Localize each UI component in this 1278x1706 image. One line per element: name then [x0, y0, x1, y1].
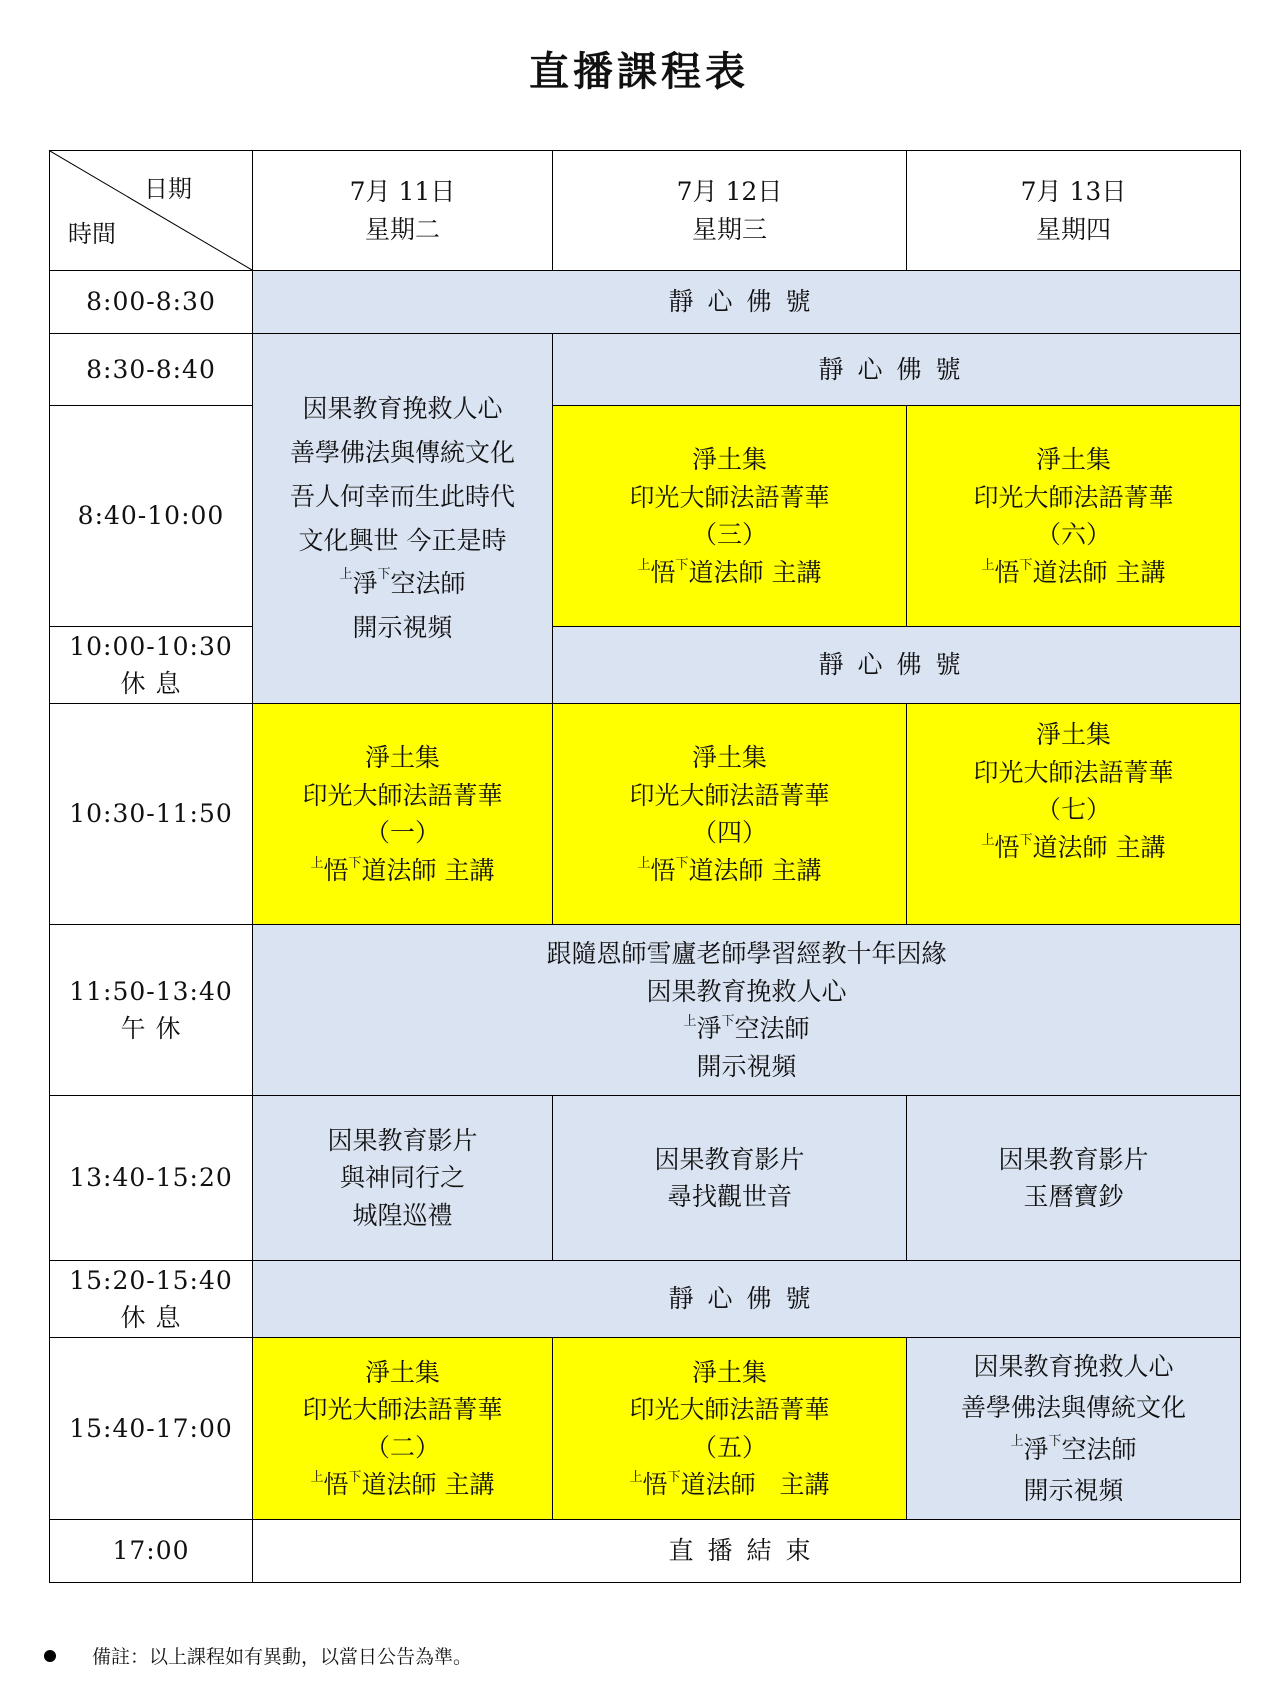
speaker-name-2: 道法師	[1032, 557, 1108, 587]
talk-cell	[907, 1338, 1241, 1520]
footnote-text: 備註：以上課程如有異動，以當日公告為準。	[92, 1646, 473, 1668]
honorific-up: 上	[637, 855, 651, 871]
honorific-up: 上	[981, 557, 995, 573]
talk-line: 開示視頻	[352, 613, 453, 642]
noon-line: 開示視頻	[696, 1051, 797, 1081]
speaker-name-2: 空法師	[1061, 1434, 1137, 1464]
slot-row	[50, 627, 1241, 704]
film-cell	[253, 1096, 553, 1261]
day-date: 7月 12日	[676, 177, 783, 206]
film-title: 與神同行之	[339, 1163, 465, 1193]
lecture-series: 淨土集	[691, 1357, 767, 1387]
noon-line: 跟隨恩師雪廬老師學習經教十年因緣	[546, 939, 947, 968]
time-cell: 13:40-15:20	[50, 1096, 253, 1261]
lecture-series: 淨土集	[364, 1357, 440, 1387]
page-title: 直播課程表	[529, 48, 749, 95]
footnote	[44, 1642, 472, 1669]
speaker-name-1: 悟	[994, 832, 1020, 862]
chanting-cell: 靜心佛號	[253, 1261, 1241, 1338]
honorific-down: 下	[675, 557, 689, 573]
lecture-series: 淨土集	[1035, 720, 1111, 749]
talk-line: 吾人何幸而生此時代	[289, 481, 515, 511]
honorific-down: 下	[675, 855, 689, 871]
day-weekday: 星期三	[691, 214, 767, 244]
honorific-up: 上	[629, 1470, 643, 1485]
time-cell: 17:00	[50, 1520, 253, 1583]
speaker-name-1: 淨	[352, 569, 378, 599]
lecture-book: 印光大師法語菁華	[629, 1395, 830, 1424]
chanting-cell: 靜心佛號	[253, 271, 1241, 334]
day-header-3	[907, 151, 1241, 271]
lecture-cell	[907, 406, 1241, 627]
talk-line: 善學佛法與傳統文化	[289, 438, 515, 467]
honorific-down: 下	[721, 1014, 735, 1029]
honorific-up: 上	[683, 1014, 697, 1029]
lecture-book: 印光大師法語菁華	[629, 482, 830, 512]
talk-line: 因果教育挽救人心	[973, 1352, 1174, 1381]
lecture-book: 印光大師法語菁華	[302, 1395, 503, 1424]
lecture-cell	[907, 704, 1241, 925]
honorific-up: 上	[310, 855, 324, 871]
talk-line: 文化興世 今正是時	[298, 525, 507, 555]
talk-line: 因果教育挽救人心	[302, 394, 503, 424]
day-weekday: 星期二	[364, 214, 440, 244]
lecture-series: 淨土集	[691, 743, 767, 772]
speaker-name-1: 悟	[642, 1470, 668, 1499]
day-header-1	[253, 151, 553, 271]
honorific-up: 上	[1010, 1433, 1024, 1449]
speaker-name-2: 道法師	[680, 1470, 756, 1499]
film-prefix: 因果教育影片	[654, 1144, 805, 1174]
speaker-name-1: 悟	[323, 1470, 349, 1499]
honorific-down: 下	[667, 1470, 681, 1485]
slot-row	[50, 1261, 1241, 1338]
speaker-name-2: 道法師	[361, 1470, 437, 1499]
speaker-name-1: 淨	[1023, 1434, 1049, 1464]
lecture-cell	[553, 1338, 907, 1520]
slot-row	[50, 271, 1241, 334]
lecture-cell	[253, 1338, 553, 1520]
time-cell	[50, 627, 253, 704]
lecture-part: （五）	[691, 1432, 767, 1462]
lecture-cell	[553, 704, 907, 925]
film-title: 玉曆寶鈔	[1023, 1182, 1124, 1211]
lecture-speaker	[553, 554, 906, 592]
speaker-name-1: 悟	[650, 557, 676, 587]
lecture-part: （三）	[691, 520, 767, 549]
time-cell: 10:30-11:50	[50, 704, 253, 925]
slot-row	[50, 925, 1241, 1096]
speaker-line	[253, 1010, 1240, 1048]
speaker-role: 主講	[779, 1470, 830, 1499]
speaker-name-1: 悟	[994, 557, 1020, 587]
speaker-name-2: 空法師	[390, 569, 466, 599]
slot-row	[50, 1338, 1241, 1520]
time-cell: 8:30-8:40	[50, 334, 253, 406]
speaker-role: 主講	[444, 855, 495, 885]
honorific-down: 下	[1019, 832, 1033, 848]
speaker-role: 主講	[771, 855, 822, 885]
speaker-name-1: 悟	[323, 855, 349, 885]
speaker-name-2: 道法師	[361, 855, 437, 885]
time-label: 時間	[68, 220, 116, 248]
talk-line: 善學佛法與傳統文化	[960, 1393, 1186, 1423]
slot-row	[50, 1096, 1241, 1261]
film-prefix: 因果教育影片	[327, 1125, 478, 1155]
honorific-down: 下	[1048, 1433, 1062, 1449]
honorific-down: 下	[1019, 557, 1033, 573]
time-range: 11:50-13:40	[69, 976, 233, 1006]
time-cell	[50, 925, 253, 1096]
noon-talk-cell	[253, 925, 1241, 1096]
honorific-down: 下	[348, 1470, 362, 1485]
lecture-speaker	[907, 829, 1240, 867]
film-cell	[907, 1096, 1241, 1261]
speaker-line	[253, 562, 552, 606]
noon-line: 因果教育挽救人心	[646, 976, 847, 1006]
date-label: 日期	[144, 175, 192, 203]
day-date: 7月 13日	[1020, 177, 1127, 206]
lecture-speaker	[553, 1466, 906, 1504]
speaker-name-2: 道法師	[688, 557, 764, 587]
chanting-cell: 靜心佛號	[553, 627, 1241, 704]
lecture-speaker	[253, 852, 552, 890]
speaker-name-1: 悟	[650, 855, 676, 885]
speaker-name-2: 道法師	[1032, 832, 1108, 862]
corner-header-cell	[50, 151, 253, 271]
slot-row	[50, 704, 1241, 925]
lecture-book: 印光大師法語菁華	[973, 757, 1174, 787]
time-range: 15:20-15:40	[69, 1265, 233, 1295]
time-cell: 8:00-8:30	[50, 271, 253, 334]
slot-row	[50, 334, 1241, 406]
lecture-speaker	[553, 852, 906, 890]
honorific-up: 上	[637, 557, 651, 573]
speaker-line	[907, 1429, 1240, 1470]
time-cell: 8:40-10:00	[50, 406, 253, 627]
chanting-cell: 靜心佛號	[553, 334, 1241, 406]
schedule-table	[49, 150, 1241, 1583]
lecture-book: 印光大師法語菁華	[629, 780, 830, 810]
end-cell: 直播結束	[253, 1520, 1241, 1583]
lecture-cell	[553, 406, 907, 627]
bullet-icon	[44, 1650, 56, 1662]
speaker-role: 主講	[1115, 832, 1166, 862]
time-note: 休 息	[120, 669, 182, 698]
speaker-name-1: 淨	[696, 1014, 722, 1043]
talk-cell	[253, 334, 553, 704]
film-title: 城隍巡禮	[352, 1200, 453, 1230]
day-weekday: 星期四	[1035, 214, 1111, 244]
header-row	[50, 151, 1241, 271]
honorific-down: 下	[377, 567, 391, 583]
honorific-up: 上	[981, 832, 995, 848]
honorific-down: 下	[348, 855, 362, 871]
lecture-cell	[253, 704, 553, 925]
speaker-role: 主講	[771, 557, 822, 587]
lecture-book: 印光大師法語菁華	[973, 482, 1174, 512]
time-note: 休 息	[120, 1303, 182, 1332]
speaker-role: 主講	[1115, 557, 1166, 587]
film-cell	[553, 1096, 907, 1261]
day-header-2	[553, 151, 907, 271]
lecture-speaker	[253, 1466, 552, 1504]
time-cell: 15:40-17:00	[50, 1338, 253, 1520]
speaker-role: 主講	[444, 1470, 495, 1499]
slot-row	[50, 1520, 1241, 1583]
film-title: 尋找觀世音	[666, 1182, 792, 1211]
lecture-book: 印光大師法語菁華	[302, 780, 503, 810]
time-cell	[50, 1261, 253, 1338]
lecture-series: 淨土集	[364, 743, 440, 772]
slot-row	[50, 406, 1241, 627]
lecture-series: 淨土集	[1035, 445, 1111, 474]
diagonal-line	[50, 151, 252, 270]
talk-line: 開示視頻	[1023, 1475, 1124, 1505]
film-prefix: 因果教育影片	[998, 1144, 1149, 1174]
lecture-part: （四）	[691, 818, 767, 847]
lecture-part: （二）	[364, 1432, 440, 1462]
day-date: 7月 11日	[349, 177, 456, 206]
honorific-up: 上	[339, 567, 353, 583]
lecture-part: （一）	[364, 818, 440, 847]
lecture-part: （六）	[1035, 520, 1111, 549]
lecture-speaker	[907, 554, 1240, 592]
lecture-series: 淨土集	[691, 445, 767, 474]
speaker-name-2: 道法師	[688, 855, 764, 885]
time-range: 10:00-10:30	[69, 631, 233, 661]
time-note: 午 休	[120, 1014, 182, 1043]
lecture-part: （七）	[1035, 795, 1111, 824]
speaker-name-2: 空法師	[734, 1014, 810, 1043]
honorific-up: 上	[310, 1470, 324, 1485]
